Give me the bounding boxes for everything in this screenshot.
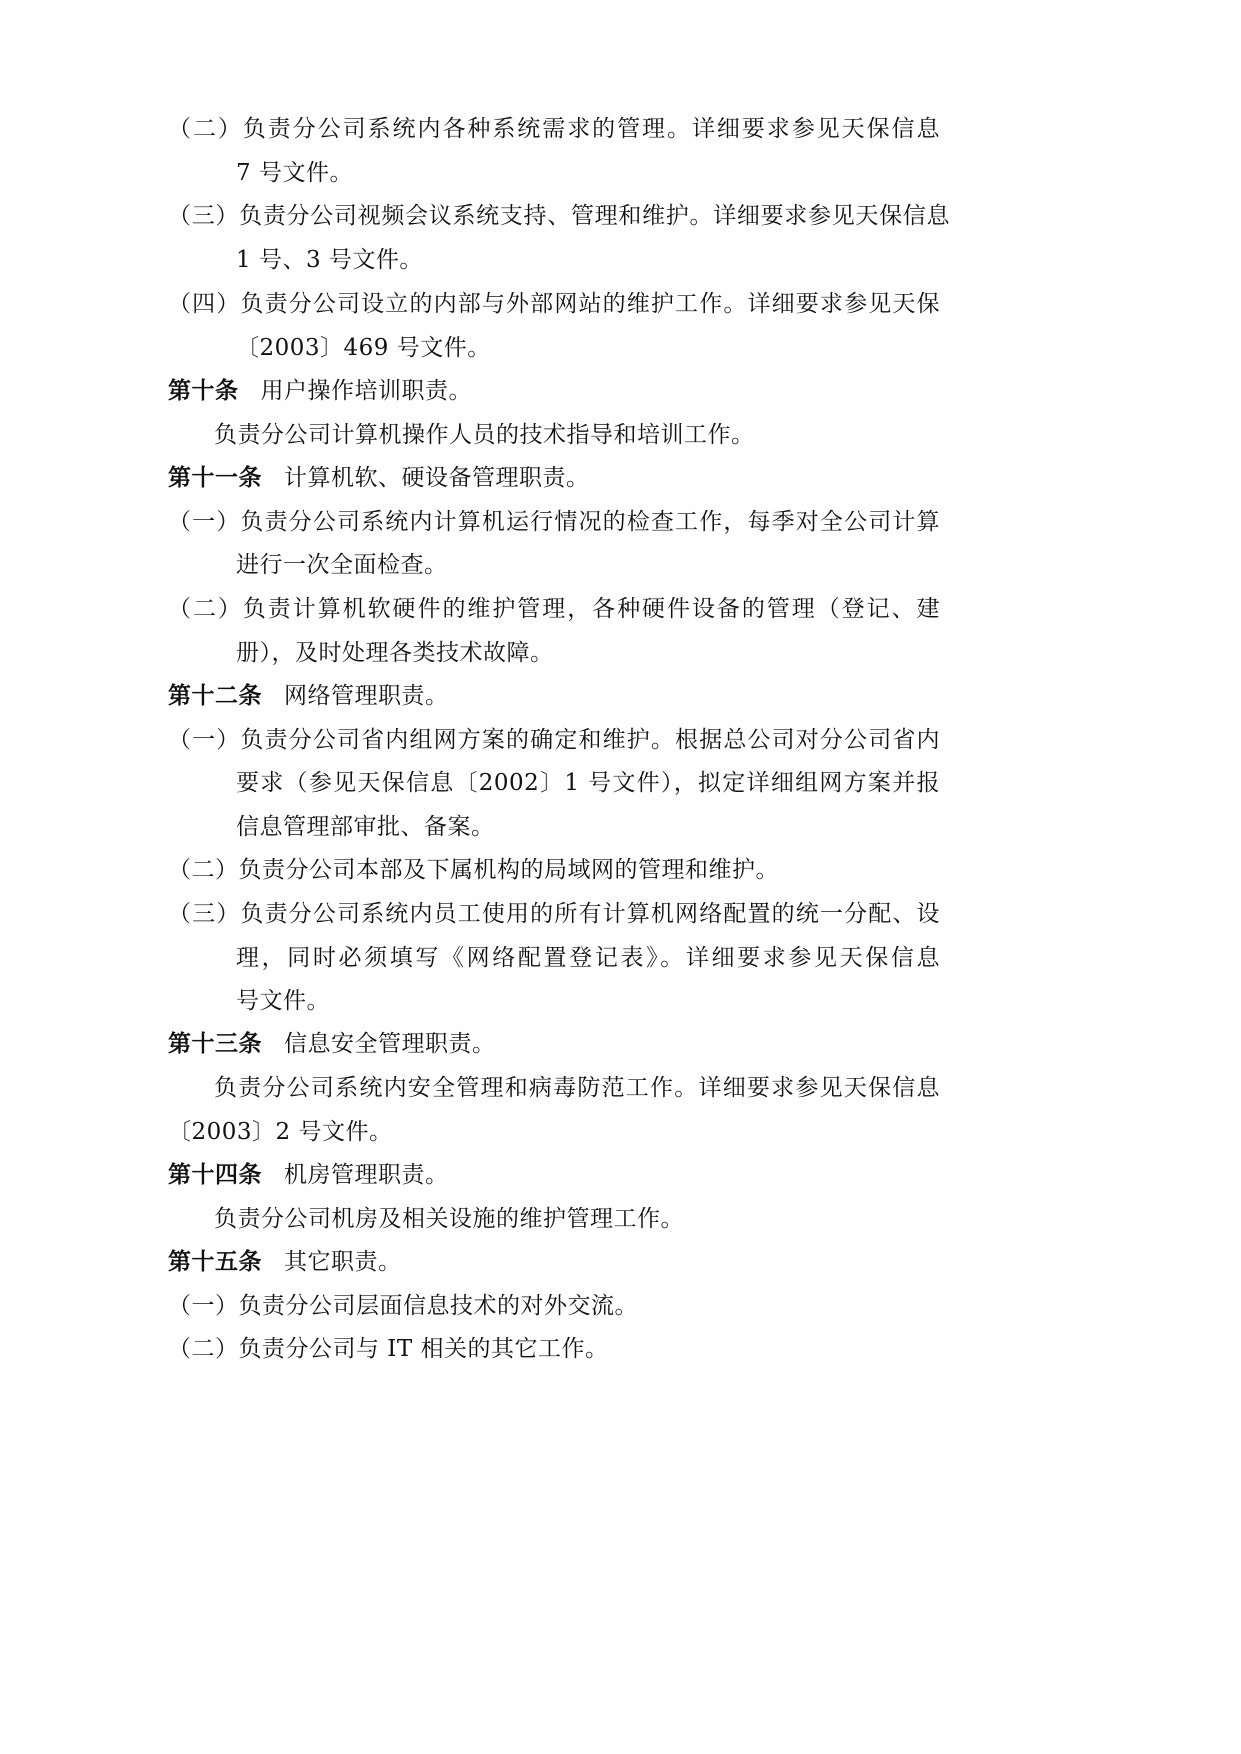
list-item: （二）负责分公司与 IT 相关的其它工作。 [168,1336,609,1362]
article-heading [168,1160,449,1190]
article-number: 第十五条 [168,1249,262,1275]
paragraph: 负责分公司机房及相关设施的维护管理工作。 [214,1206,684,1232]
article-heading [168,681,449,711]
article-title: 其它职责。 [284,1249,402,1275]
list-item-continuation: 7 号文件。 [236,160,353,186]
article-number: 第十一条 [168,465,262,491]
list-item-continuation: 要求（参见天保信息〔2002〕1 号文件），拟定详细组网方案并报 [236,770,940,796]
article-title: 信息安全管理职责。 [284,1031,496,1057]
list-item: （二）负责分公司本部及下属机构的局域网的管理和维护。 [168,857,779,883]
list-item: （三）负责分公司视频会议系统支持、管理和维护。详细要求参见天保信息 [168,203,950,229]
list-item-continuation: 理，同时必须填写《网络配置登记表》。详细要求参见天保信息 [236,945,940,971]
article-title: 网络管理职责。 [284,683,449,709]
article-heading [168,463,590,493]
list-item: （一）负责分公司系统内计算机运行情况的检查工作，每季对全公司计算 [168,509,940,535]
list-item: （二）负责计算机软硬件的维护管理，各种硬件设备的管理（登记、建 [168,596,940,622]
article-number: 第十四条 [168,1162,262,1188]
article-heading [168,1029,496,1059]
list-item: （一）负责分公司层面信息技术的对外交流。 [168,1293,638,1319]
article-number: 第十条 [168,378,239,404]
article-title: 机房管理职责。 [284,1162,449,1188]
list-item-continuation: 号文件。 [236,988,330,1014]
paragraph-continuation: 〔2003〕2 号文件。 [168,1119,393,1145]
paragraph: 负责分公司系统内安全管理和病毒防范工作。详细要求参见天保信息 [214,1075,940,1101]
list-item: （一）负责分公司省内组网方案的确定和维护。根据总公司对分公司省内 [168,727,940,753]
article-heading [168,376,472,406]
list-item: （四）负责分公司设立的内部与外部网站的维护工作。详细要求参见天保 [168,291,940,317]
list-item-continuation: 进行一次全面检查。 [236,552,448,578]
list-item-continuation: 〔2003〕469 号文件。 [236,335,491,361]
list-item: （二）负责分公司系统内各种系统需求的管理。详细要求参见天保信息 [168,116,940,142]
list-item-continuation: 1 号、3 号文件。 [236,247,423,273]
article-number: 第十二条 [168,683,262,709]
article-title: 用户操作培训职责。 [260,378,472,404]
article-heading [168,1247,402,1277]
list-item-continuation: 册），及时处理各类技术故障。 [236,640,554,666]
paragraph: 负责分公司计算机操作人员的技术指导和培训工作。 [214,422,755,448]
article-title: 计算机软、硬设备管理职责。 [284,465,590,491]
article-number: 第十三条 [168,1031,262,1057]
list-item-continuation: 信息管理部审批、备案。 [236,814,495,840]
list-item: （三）负责分公司系统内员工使用的所有计算机网络配置的统一分配、设 [168,901,940,927]
